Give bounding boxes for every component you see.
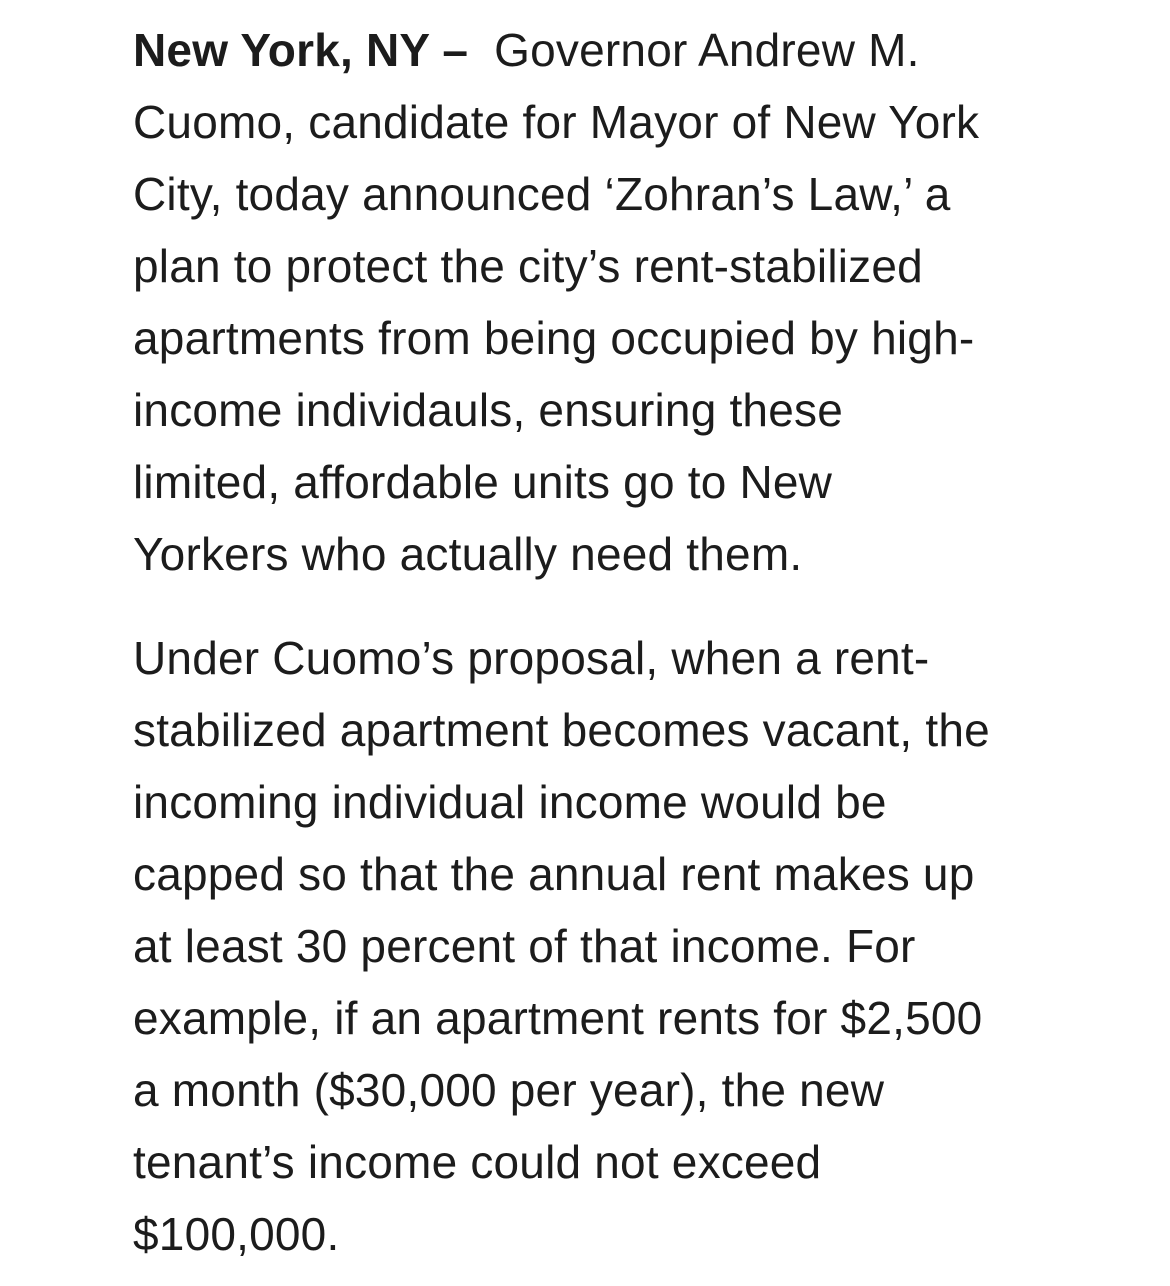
paragraph-line: Cuomo, candidate for Mayor of New York xyxy=(133,96,980,148)
paragraph-line: at least 30 percent of that income. For xyxy=(133,920,916,972)
paragraph-line: example, if an apartment rents for $2,500 xyxy=(133,992,983,1044)
paragraph-line: income individauls, ensuring these xyxy=(133,384,843,436)
paragraph-line: Under Cuomo’s proposal, when a rent- xyxy=(133,632,930,684)
paragraph-line: capped so that the annual rent makes up xyxy=(133,848,975,900)
paragraph-line: a month ($30,000 per year), the new xyxy=(133,1064,885,1116)
paragraph-line xyxy=(133,14,1033,86)
line-text: Governor Andrew M. xyxy=(494,24,920,76)
paragraph-proposal xyxy=(133,622,1033,1270)
paragraph-line: City, today announced ‘Zohran’s Law,’ a xyxy=(133,168,951,220)
paragraph-line: limited, affordable units go to New xyxy=(133,456,833,508)
paragraph-line: incoming individual income would be xyxy=(133,776,887,828)
dateline: New York, NY – xyxy=(133,24,469,76)
paragraph-line: plan to protect the city’s rent-stabilized xyxy=(133,240,923,292)
paragraph-line: apartments from being occupied by high- xyxy=(133,312,975,364)
paragraph-intro xyxy=(133,14,1033,590)
paragraph-line: tenant’s income could not exceed xyxy=(133,1136,822,1188)
paragraph-line: stabilized apartment becomes vacant, the xyxy=(133,704,990,756)
press-release-body xyxy=(133,14,1033,1270)
paragraph-line: $100,000. xyxy=(133,1208,340,1260)
paragraph-line: Yorkers who actually need them. xyxy=(133,528,803,580)
